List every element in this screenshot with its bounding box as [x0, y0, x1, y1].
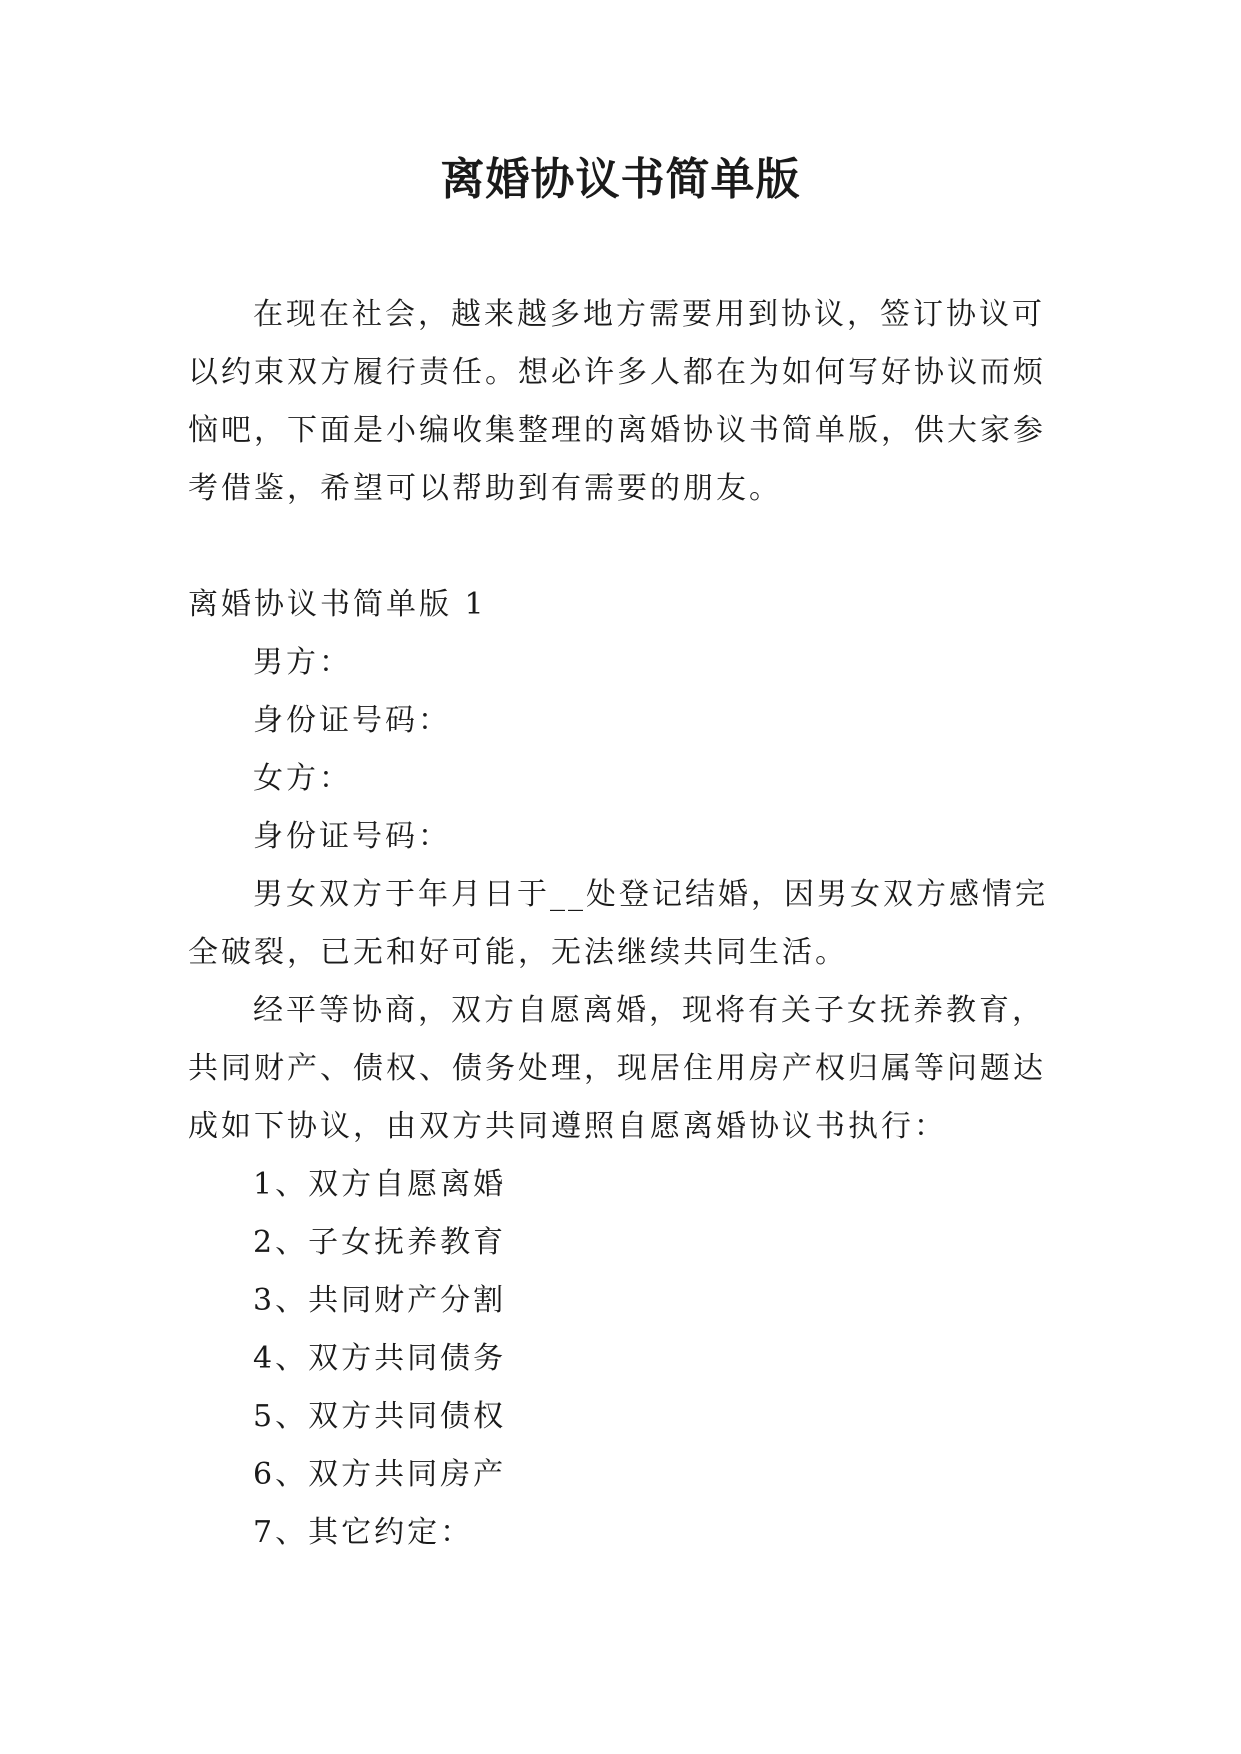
list-item: 7、其它约定： [253, 1515, 474, 1550]
list-item: 2、子女抚养教育 [253, 1225, 507, 1260]
list-item: 6、双方共同房产 [253, 1457, 507, 1492]
field-male-party: 男方： [253, 645, 352, 680]
intro-paragraph: 在现在社会，越来越多地方需要用到协议，签订协议可以约束双方履行责任。想必许多人都在为如何写好协议而烦恼吧，下面是小编收集整理的离婚协议书简单版，供大家参考借鉴，希望可以帮助到有需要的朋友。 [188, 297, 1046, 506]
list-item: 3、共同财产分割 [253, 1283, 507, 1318]
section-title: 离婚协议书简单版 1 [188, 587, 487, 622]
document-title: 离婚协议书简单版 [440, 154, 801, 205]
list-item: 1、双方自愿离婚 [253, 1167, 507, 1202]
agreement-statement-paragraph: 经平等协商，双方自愿离婚，现将有关子女抚养教育，共同财产、债权、债务处理，现居住用房产权归属等问题达成如下协议，由双方共同遵照自愿离婚协议书执行： [188, 993, 1046, 1144]
marriage-statement-paragraph: 男女双方于年月日于__处登记结婚，因男女双方感情完全破裂，已无和好可能，无法继续共同生活。 [188, 877, 1048, 970]
list-item: 5、双方共同债权 [253, 1399, 507, 1434]
document-body [188, 286, 1050, 1562]
field-female-party: 女方： [253, 761, 352, 796]
field-male-id-number: 身份证号码： [253, 703, 451, 738]
list-item: 4、双方共同债务 [253, 1341, 507, 1376]
field-female-id-number: 身份证号码： [253, 819, 451, 854]
